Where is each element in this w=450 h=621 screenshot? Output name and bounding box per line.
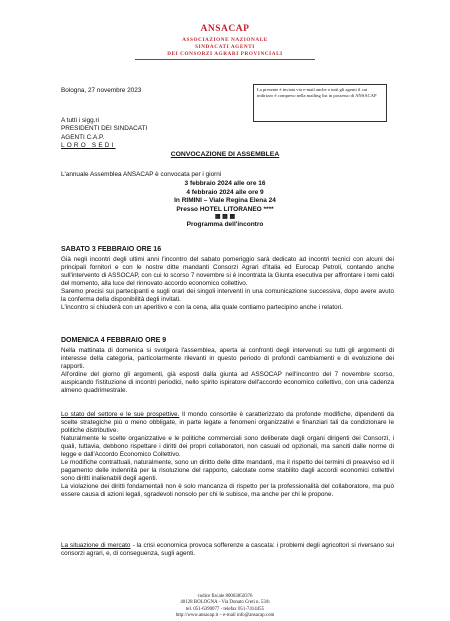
event-place: In RIMINI – Viale Regina Elena 24 bbox=[174, 197, 276, 205]
letterhead-line-3: DEI CONSORZI AGRARI PROVINCIALI bbox=[167, 51, 283, 57]
event-program: Programma dell'incontro bbox=[186, 221, 264, 229]
section-heading-sunday: DOMENICA 4 FEBBRAIO ORE 9 bbox=[61, 337, 167, 344]
section-market bbox=[61, 542, 394, 558]
recipient-line: LORO SEDI bbox=[61, 141, 116, 149]
recipient-line: AGENTI C.A.P. bbox=[61, 133, 105, 141]
market-lead: La situazione di mercato bbox=[61, 542, 131, 549]
footer-line: http://www.ansacap.it – e-mail info@ansacap.com bbox=[175, 612, 275, 618]
footer-line: 40128 BOLOGNA - Via Donato Creti n. 53/b bbox=[180, 600, 270, 606]
letterhead-rule bbox=[135, 59, 315, 60]
paragraph bbox=[61, 542, 394, 558]
recipient-line: PRESIDENTI DEI SINDACATI bbox=[61, 125, 148, 133]
letterhead-line-2: SINDACATI AGENTI bbox=[195, 44, 255, 50]
flag-icons: ▦ ▦ ▦ bbox=[214, 214, 236, 221]
event-date-2: 4 febbraio 2024 alle ore 9 bbox=[186, 188, 264, 196]
letterhead-line-1: ASSOCIAZIONE NAZIONALE bbox=[182, 37, 268, 43]
event-date-1: 3 febbraio 2024 alle ore 16 bbox=[184, 180, 266, 187]
intro-text: L'annuale Assemblea ANSACAP è convocata per i giorni bbox=[61, 171, 222, 178]
footer-line: tel. 051-6390077 - telefax 051-7414455 bbox=[185, 606, 265, 612]
paragraph: Nella mattinata di domenica si svolgerà l'assemblea, aperta ai confronti degli intervenuti su tutti gli argomenti di interesse della categoria, particolarmente rilevanti in questo periodo di profondi cambiamenti e di evoluzione dei rapporti. bbox=[61, 347, 394, 371]
sector-status-lead: Lo stato del settore e le sue prospettive. bbox=[61, 411, 180, 418]
paragraph: Già negli incontri degli ultimi anni l'incontro del sabato pomeriggio sarà dedicato ad incontri tecnici con alcuni dei principali fornitori e con le nostre ditte mandanti Consorzi Agrari d'Italia ed Eurocap Petroli, contando anche sull'intervento di ASSOCAP, con cui lo scorso 7 novembre si è incontrata la Giunta esecutiva per affrontare i temi caldi del momento, alla luce del rinnovato accordo economico collettivo. bbox=[61, 256, 394, 288]
paragraph: La violazione dei diritti fondamentali non è solo mancanza di rispetto per la professionalità del collaboratore, ma può essere causa di azioni legali, sgradevoli nonsolo per chi le subisce, ma anche per chi le propone. bbox=[61, 483, 394, 499]
paragraph: L'incontro si chiuderà con un aperitivo e con la cena, alla quale contiamo partecipino anche i relatori. bbox=[61, 304, 343, 312]
document-title: CONVOCAZIONE DI ASSEMBLEA bbox=[170, 151, 280, 158]
event-hotel: Presso HOTEL LITORANEO **** bbox=[176, 205, 274, 213]
letterhead-name: ANSACAP bbox=[200, 24, 250, 34]
market-text: - la crisi economica provoca sofferenze a cascata: i problemi degli agricoltori si riversano sui consorzi agrari, e, di conseguenza, sugli agenti. bbox=[61, 542, 394, 558]
sector-status-text: Il mondo consortile è caratterizzato da profonde modifiche, dipendenti da scelte strategiche più o meno obbligate, in parte legate a fenomeni organizzativi e finanziari tali da condizionare le politiche distributive. bbox=[61, 411, 394, 435]
event-details bbox=[0, 180, 450, 230]
paragraph: All'ordine del giorno gli argomenti, già esposti dalla giunta ad ASSOCAP nell'incontro del 7 novembre scorso, auspicando l'istituzione di incontri periodici, nello spirito ispiratore dell'accordo economico collettivo, con una cadenza almeno quadrimestrale. bbox=[61, 371, 394, 395]
letter-date: Bologna, 27 novembre 2023 bbox=[61, 87, 142, 94]
footer-contacts bbox=[0, 594, 450, 619]
footer-line: codice fiscale 80063850376 bbox=[197, 594, 253, 599]
email-notice-box: La presente è inviata via e-mail anche a tutti gli agenti il cui indirizzo è compreso nella mailing list in possesso di ANSACAP bbox=[253, 84, 387, 122]
section-heading-saturday: SABATO 3 FEBBRAIO ORE 16 bbox=[61, 246, 162, 253]
recipient-line: A tutti i sigg.ri bbox=[61, 117, 100, 124]
paragraph: Saremo precisi sui partecipanti e sugli orari dei singoli interventi in una comunicazione successiva, dopo avere avuto la conferma della disponibilità degli invitati. bbox=[61, 288, 394, 304]
section-sunday-body bbox=[61, 347, 394, 395]
paragraph: Le modifiche contrattuali, naturalmente, sono un diritto delle ditte mandanti, ma il rispetto dei termini di preavviso ed il pagamento delle indennità per la risoluzione del rapporto, calcolate come stabilito dagli accordi economici collettivi sono diritti inalienabili degli agenti. bbox=[61, 459, 394, 483]
paragraph bbox=[61, 411, 394, 435]
recipients-block bbox=[61, 117, 147, 150]
section-saturday-body bbox=[61, 256, 394, 312]
paragraph: Naturalmente le scelte organizzative e le politiche commerciali sono deliberate dagli organi dirigenti dei Consorzi, i quali, tuttavia, debbono rispettare i diritti dei propri collaboratori, non casuali od opzionali, ma sanciti dalle norme di legge e dall'Accordo Economico Collettivo. bbox=[61, 435, 394, 459]
section-sector-status bbox=[61, 411, 394, 500]
